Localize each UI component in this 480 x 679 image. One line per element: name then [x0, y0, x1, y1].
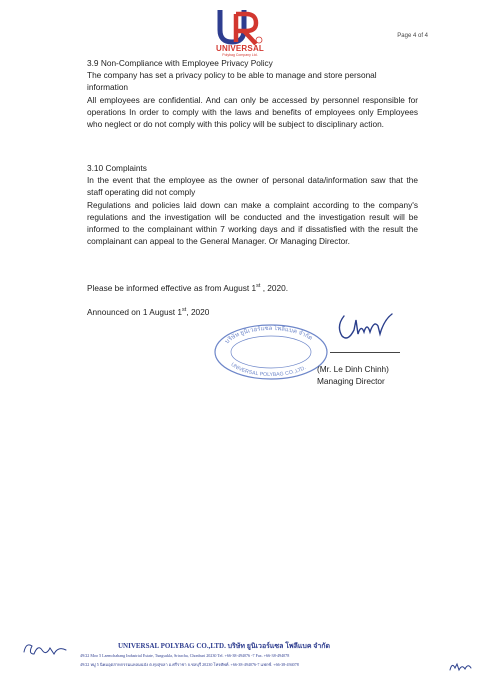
section-3-10-para2: Regulations and policies laid down can make a complaint according to the company's regulations and the investigation will be conducted and the investigation result will be informed to the complainant within 7 working days and if dissatisfied with the result the complainant can appeal to the General Manager. Or Managing Director. — [87, 199, 418, 247]
logo-subtext: Polybag Company Ltd. — [222, 53, 258, 57]
effective-text: Please be informed effective as from August 1 — [87, 282, 257, 293]
page-initials-icon — [447, 660, 473, 674]
section-3-9-heading: 3.9 Non-Compliance with Employee Privacy Policy — [87, 58, 273, 68]
footer-address-en: 49/22 Moo 5 Laemchabang Industrial Estate, Tungsukla, Sriracha, Chonburi 20230 Tel. +66-38-494076 -7 Fax. +66-38-494078 — [80, 653, 290, 658]
stamp-english-text: UNIVERSAL POLYBAG CO.,LTD. — [229, 361, 307, 379]
footer-address-th: 49/22 หมู่ 5 นิคมอุตสาหกรรมแหลมฉบัง ต.ทุ่งสุขลา อ.ศรีราชา จ.ชลบุรี 20230 โทรศัพท์. +66-38-494076-7 แฟกซ์. +66-38-494078 — [80, 662, 299, 667]
company-stamp-icon — [212, 323, 330, 381]
signature-line — [330, 352, 400, 353]
section-3-9-para2: All employees are confidential. And can only be accessed by personnel responsible for operations In order to comply with the laws and benefits of employees only Employees who neglect or do not comply with this policy will be subject to disciplinary action. — [87, 94, 418, 130]
svg-text:UNIVERSAL POLYBAG CO.,LTD. — [230, 362, 307, 378]
effective-sup: st — [256, 283, 261, 289]
section-3-10-para1: In the event that the employee as the owner of personal data/information saw that the staff operating did not comply — [87, 175, 418, 198]
effective-date-line — [87, 280, 418, 294]
signer-title: Managing Director — [317, 376, 385, 386]
announced-text: Announced on 1 August 1 — [87, 306, 183, 317]
stamp-thai-text: บริษัท ยูนิเวอร์แซล โพลีแบค จำกัด — [224, 325, 314, 346]
section-3-9-para1: The company has set a privacy policy to be able to manage and store personal information — [87, 70, 377, 93]
signer-block — [317, 363, 389, 387]
section-3-10-heading: 3.10 Complaints — [87, 163, 147, 173]
logo-wordmark: UNIVERSAL — [215, 44, 265, 53]
effective-year: , 2020. — [260, 282, 289, 293]
signer-name: (Mr. Le Dinh Chinh) — [317, 364, 389, 374]
footer-initials-icon — [20, 640, 68, 658]
announced-sup: st — [182, 307, 187, 313]
svg-text:บริษัท ยูนิเวอร์แซล โพลีแบค จำ — [224, 324, 313, 345]
section-3-9 — [87, 57, 418, 130]
footer-company-name: UNIVERSAL POLYBAG CO.,LTD. บริษัท ยูนิเวอร์แซล โพลีแบค จำกัด — [118, 642, 331, 650]
page-number: Page 4 of 4 — [397, 33, 428, 39]
signature-icon — [334, 310, 396, 346]
section-3-10 — [87, 162, 418, 247]
announced-year: , 2020 — [186, 306, 210, 317]
